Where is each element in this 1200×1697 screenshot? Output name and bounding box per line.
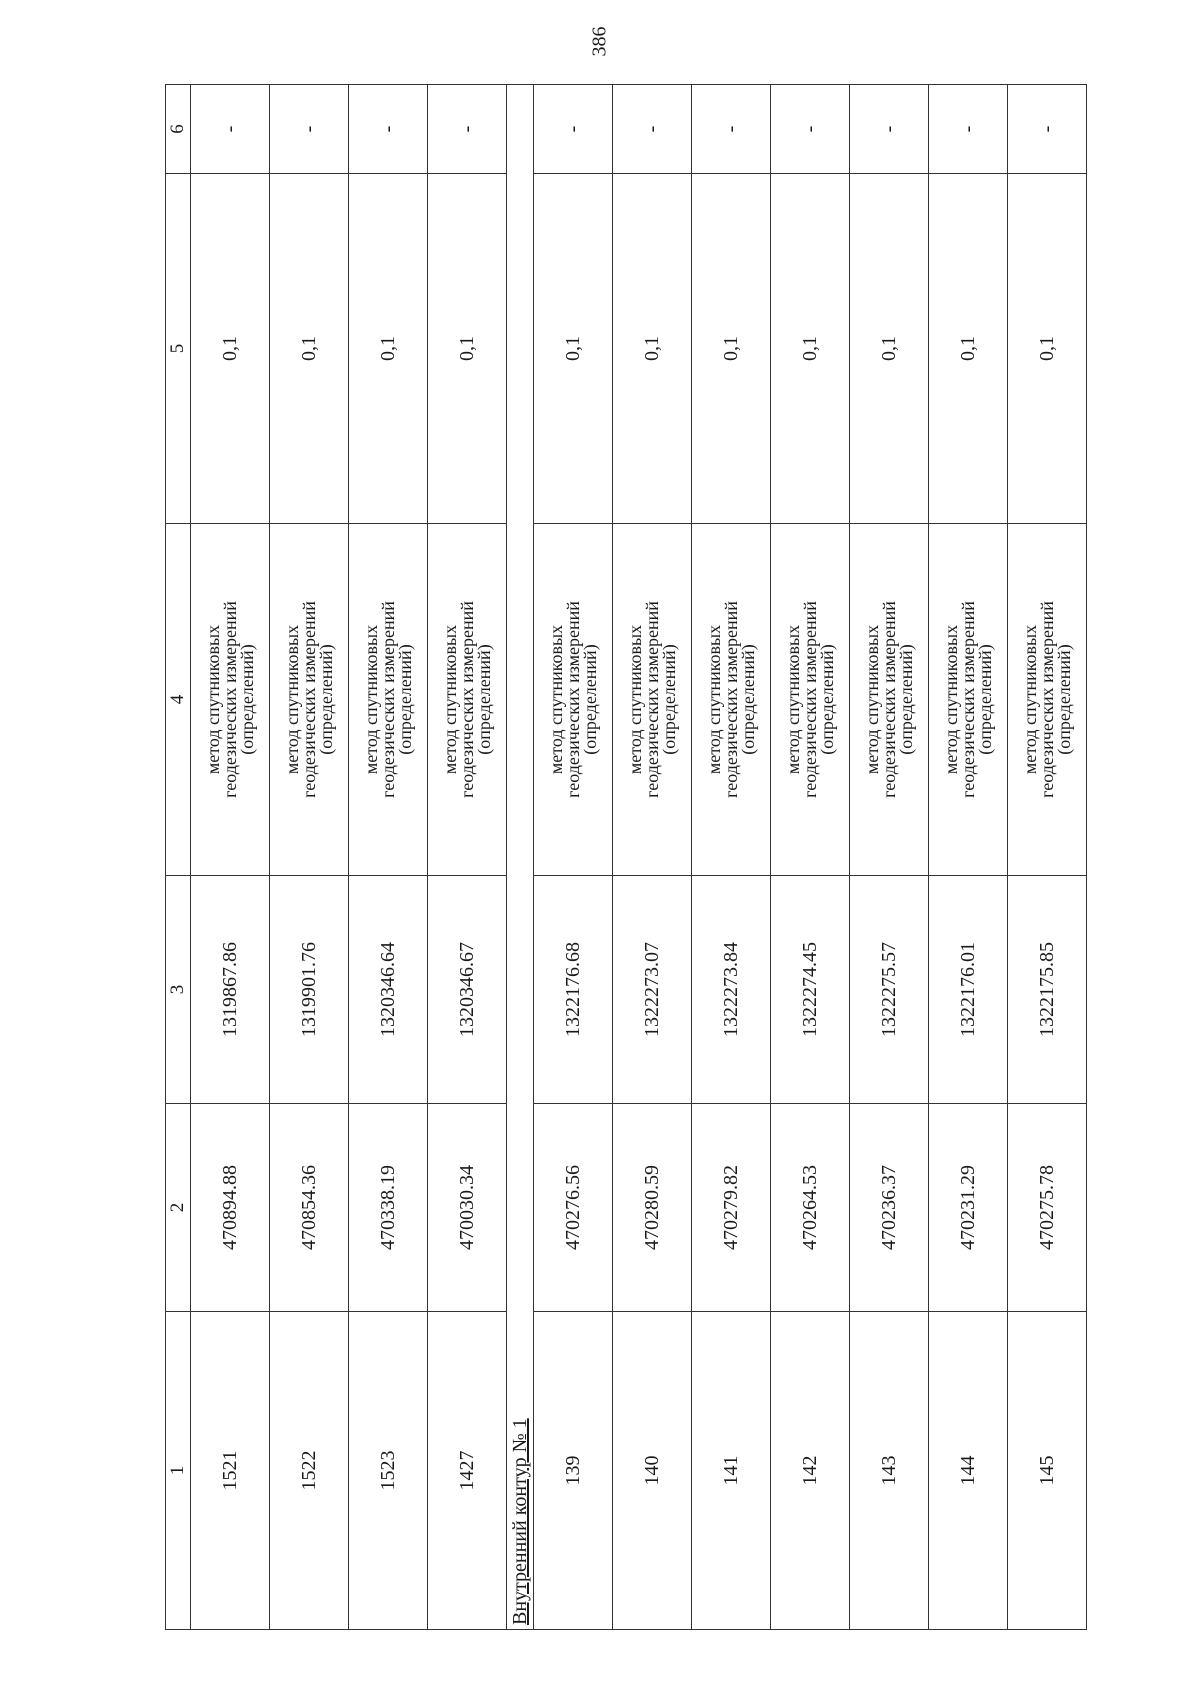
y-coordinate-cell: 1322175.85 bbox=[1008, 876, 1087, 1104]
method-line: метод спутниковых bbox=[624, 624, 645, 775]
method-cell bbox=[613, 524, 692, 876]
rotated-table-frame bbox=[165, 85, 1113, 1630]
method-line: (определений) bbox=[1053, 644, 1074, 755]
page-number: 386 bbox=[588, 26, 611, 57]
method-line: геодезических измерений bbox=[219, 601, 240, 798]
note-cell: - bbox=[191, 85, 270, 174]
y-coordinate-cell: 1322273.07 bbox=[613, 876, 692, 1104]
x-coordinate-cell: 470894.88 bbox=[191, 1104, 270, 1312]
table-row bbox=[771, 85, 850, 1630]
method-cell bbox=[771, 524, 850, 876]
method-line: метод спутниковых bbox=[940, 624, 961, 775]
table-row bbox=[191, 85, 270, 1630]
note-cell: - bbox=[349, 85, 428, 174]
table-row bbox=[349, 85, 428, 1630]
method-line: (определений) bbox=[315, 644, 336, 755]
method-line: (определений) bbox=[579, 644, 600, 755]
method-line: (определений) bbox=[816, 644, 837, 755]
section-row bbox=[507, 85, 534, 1630]
note-cell: - bbox=[692, 85, 771, 174]
point-id-cell: 145 bbox=[1008, 1312, 1087, 1630]
y-coordinate-cell: 1320346.67 bbox=[428, 876, 507, 1104]
method-line: геодезических измерений bbox=[720, 601, 741, 798]
method-line: (определений) bbox=[974, 644, 995, 755]
point-id-cell: 141 bbox=[692, 1312, 771, 1630]
col-header-6: 6 bbox=[166, 85, 191, 174]
method-line: метод спутниковых bbox=[545, 624, 566, 775]
note-cell: - bbox=[613, 85, 692, 174]
x-coordinate-cell: 470236.37 bbox=[850, 1104, 929, 1312]
method-line: геодезических измерений bbox=[799, 601, 820, 798]
accuracy-cell: 0,1 bbox=[191, 174, 270, 524]
method-cell bbox=[428, 524, 507, 876]
y-coordinate-cell: 1322273.84 bbox=[692, 876, 771, 1104]
method-line: метод спутниковых bbox=[782, 624, 803, 775]
table-row bbox=[270, 85, 349, 1630]
table-row bbox=[850, 85, 929, 1630]
accuracy-cell: 0,1 bbox=[850, 174, 929, 524]
method-cell bbox=[929, 524, 1008, 876]
x-coordinate-cell: 470030.34 bbox=[428, 1104, 507, 1312]
method-line: геодезических измерений bbox=[957, 601, 978, 798]
header-row bbox=[166, 85, 191, 1630]
method-cell bbox=[850, 524, 929, 876]
method-line: (определений) bbox=[473, 644, 494, 755]
table-row bbox=[613, 85, 692, 1630]
method-line: геодезических измерений bbox=[641, 601, 662, 798]
method-line: метод спутниковых bbox=[703, 624, 724, 775]
x-coordinate-cell: 470338.19 bbox=[349, 1104, 428, 1312]
note-cell: - bbox=[771, 85, 850, 174]
section-cell bbox=[507, 85, 534, 1630]
note-cell: - bbox=[850, 85, 929, 174]
point-id-cell: 1521 bbox=[191, 1312, 270, 1630]
x-coordinate-cell: 470280.59 bbox=[613, 1104, 692, 1312]
note-cell: - bbox=[270, 85, 349, 174]
col-header-5: 5 bbox=[166, 174, 191, 524]
x-coordinate-cell: 470854.36 bbox=[270, 1104, 349, 1312]
accuracy-cell: 0,1 bbox=[270, 174, 349, 524]
x-coordinate-cell: 470231.29 bbox=[929, 1104, 1008, 1312]
method-line: (определений) bbox=[895, 644, 916, 755]
method-cell bbox=[534, 524, 613, 876]
col-header-4: 4 bbox=[166, 524, 191, 876]
accuracy-cell: 0,1 bbox=[692, 174, 771, 524]
accuracy-cell: 0,1 bbox=[771, 174, 850, 524]
note-cell: - bbox=[929, 85, 1008, 174]
note-cell: - bbox=[1008, 85, 1087, 174]
point-id-cell: 1522 bbox=[270, 1312, 349, 1630]
point-id-cell: 143 bbox=[850, 1312, 929, 1630]
table-row bbox=[534, 85, 613, 1630]
method-line: (определений) bbox=[236, 644, 257, 755]
method-line: (определений) bbox=[737, 644, 758, 755]
y-coordinate-cell: 1320346.64 bbox=[349, 876, 428, 1104]
method-line: метод спутниковых bbox=[861, 624, 882, 775]
col-header-3: 3 bbox=[166, 876, 191, 1104]
point-id-cell: 1523 bbox=[349, 1312, 428, 1630]
method-line: геодезических измерений bbox=[377, 601, 398, 798]
section-label: Внутренний контур № 1 bbox=[509, 1418, 531, 1625]
method-line: метод спутниковых bbox=[1019, 624, 1040, 775]
table-row bbox=[929, 85, 1008, 1630]
table-row bbox=[1008, 85, 1087, 1630]
table-row bbox=[428, 85, 507, 1630]
y-coordinate-cell: 1322176.01 bbox=[929, 876, 1008, 1104]
accuracy-cell: 0,1 bbox=[534, 174, 613, 524]
method-cell bbox=[270, 524, 349, 876]
method-cell bbox=[1008, 524, 1087, 876]
table-row bbox=[692, 85, 771, 1630]
rotated-table bbox=[165, 85, 1113, 1630]
method-line: геодезических измерений bbox=[1036, 601, 1057, 798]
coordinates-table bbox=[165, 84, 1087, 1630]
point-id-cell: 144 bbox=[929, 1312, 1008, 1630]
col-header-2: 2 bbox=[166, 1104, 191, 1312]
x-coordinate-cell: 470276.56 bbox=[534, 1104, 613, 1312]
point-id-cell: 139 bbox=[534, 1312, 613, 1630]
method-line: метод спутниковых bbox=[439, 624, 460, 775]
x-coordinate-cell: 470279.82 bbox=[692, 1104, 771, 1312]
accuracy-cell: 0,1 bbox=[929, 174, 1008, 524]
method-cell bbox=[349, 524, 428, 876]
method-cell bbox=[191, 524, 270, 876]
x-coordinate-cell: 470264.53 bbox=[771, 1104, 850, 1312]
y-coordinate-cell: 1319867.86 bbox=[191, 876, 270, 1104]
accuracy-cell: 0,1 bbox=[1008, 174, 1087, 524]
accuracy-cell: 0,1 bbox=[613, 174, 692, 524]
point-id-cell: 140 bbox=[613, 1312, 692, 1630]
method-line: метод спутниковых bbox=[202, 624, 223, 775]
method-line: (определений) bbox=[394, 644, 415, 755]
method-line: метод спутниковых bbox=[281, 624, 302, 775]
accuracy-cell: 0,1 bbox=[428, 174, 507, 524]
accuracy-cell: 0,1 bbox=[349, 174, 428, 524]
method-line: (определений) bbox=[658, 644, 679, 755]
x-coordinate-cell: 470275.78 bbox=[1008, 1104, 1087, 1312]
point-id-cell: 142 bbox=[771, 1312, 850, 1630]
method-line: метод спутниковых bbox=[360, 624, 381, 775]
note-cell: - bbox=[428, 85, 507, 174]
note-cell: - bbox=[534, 85, 613, 174]
method-line: геодезических измерений bbox=[298, 601, 319, 798]
point-id-cell: 1427 bbox=[428, 1312, 507, 1630]
y-coordinate-cell: 1322176.68 bbox=[534, 876, 613, 1104]
y-coordinate-cell: 1319901.76 bbox=[270, 876, 349, 1104]
method-line: геодезических измерений bbox=[878, 601, 899, 798]
method-line: геодезических измерений bbox=[456, 601, 477, 798]
y-coordinate-cell: 1322275.57 bbox=[850, 876, 929, 1104]
col-header-1: 1 bbox=[166, 1312, 191, 1630]
y-coordinate-cell: 1322274.45 bbox=[771, 876, 850, 1104]
method-cell bbox=[692, 524, 771, 876]
method-line: геодезических измерений bbox=[562, 601, 583, 798]
